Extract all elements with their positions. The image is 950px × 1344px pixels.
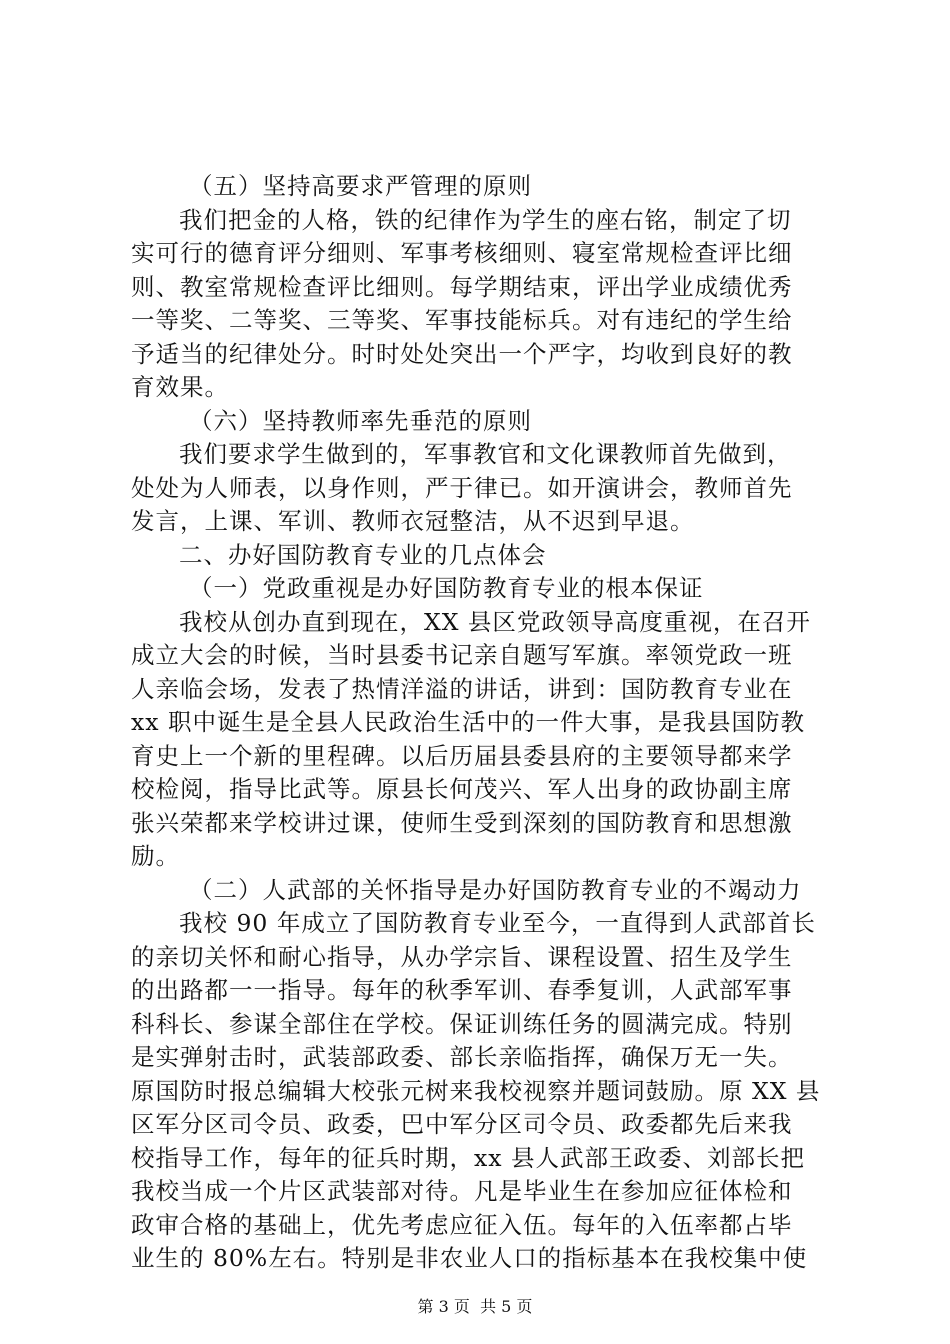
document-body [131, 170, 831, 1276]
text-line: 人亲临会场，发表了热情洋溢的讲话，讲到：国防教育专业在 [131, 674, 793, 703]
text-line: （五）坚持高要求严管理的原则 [189, 172, 532, 200]
text-line: 是实弹射击时，武装部政委、部长亲临指挥，确保万无一失。 [131, 1043, 793, 1071]
text-line: 科科长、参谋全部住在学校。保证训练任务的圆满完成。特别 [131, 1009, 793, 1038]
text-line: 我们要求学生做到的，军事教官和文化课教师首先做到， [179, 440, 792, 468]
text-line: 我校当成一个片区武装部对待。凡是毕业生在参加应征体检和 [131, 1177, 793, 1205]
text-line: 我们把金的人格，铁的纪律作为学生的座右铭，制定了切 [179, 205, 792, 234]
text-line: 的出路都一一指导。每年的秋季军训、春季复训，人武部军事 [131, 976, 793, 1004]
text-line: 政审合格的基础上，优先考虑应征入伍。每年的入伍率都占毕 [131, 1210, 793, 1239]
text-line: （二）人武部的关怀指导是办好国防教育专业的不竭动力 [189, 875, 802, 904]
page-number-footer: 第 3 页 共 5 页 [417, 1297, 533, 1316]
text-line: 励。 [131, 842, 180, 870]
text-line: 的亲切关怀和耐心指导，从办学宗旨、课程设置、招生及学生 [131, 942, 793, 971]
text-line: 原国防时报总编辑大校张元树来我校视察并题词鼓励。原 XX 县 [131, 1076, 821, 1105]
text-line: 处处为人师表，以身作则，严于律已。如开演讲会，教师首先 [131, 473, 793, 502]
text-line: 成立大会的时候，当时县委书记亲自题写军旗。率领党政一班 [131, 641, 793, 669]
text-line: 一等奖、二等奖、三等奖、军事技能标兵。对有违纪的学生给 [131, 306, 793, 334]
text-line: 实可行的德育评分细则、军事考核细则、寝室常规检查评比细 [131, 239, 793, 267]
text-line: 我校从创办直到现在，XX 县区党政领导高度重视，在召开 [179, 607, 811, 636]
text-line: 发言，上课、军训、教师衣冠整洁，从不迟到早退。 [131, 507, 695, 535]
text-line: 育效果。 [131, 373, 229, 401]
text-line: xx 职中诞生是全县人民政治生活中的一件大事，是我县国防教 [131, 708, 805, 736]
text-line: 育史上一个新的里程碑。以后历届县委县府的主要领导都来学 [131, 741, 793, 770]
text-line: （一）党政重视是办好国防教育专业的根本保证 [189, 574, 704, 602]
text-line: 予适当的纪律处分。时时处处突出一个严字，均收到良好的教 [131, 339, 793, 368]
text-line: 二、办好国防教育专业的几点体会 [179, 540, 547, 569]
text-line: 校检阅，指导比武等。原县长何茂兴、军人出身的政协副主席 [131, 775, 793, 803]
text-line: 区军分区司令员、政委，巴中军分区司令员、政委都先后来我 [131, 1110, 793, 1138]
text-line: 校指导工作，每年的征兵时期，xx 县人武部王政委、刘部长把 [131, 1143, 805, 1172]
text-line: 张兴荣都来学校讲过课，使师生受到深刻的国防教育和思想激 [131, 808, 793, 837]
text-line: 我校 90 年成立了国防教育专业至今，一直得到人武部首长 [179, 909, 816, 937]
text-line: 业生的 80%左右。特别是非农业人口的指标基本在我校集中使 [131, 1244, 808, 1272]
text-line: 则、教室常规检查评比细则。每学期结束，评出学业成绩优秀 [131, 272, 793, 301]
text-line: （六）坚持教师率先垂范的原则 [189, 406, 532, 435]
